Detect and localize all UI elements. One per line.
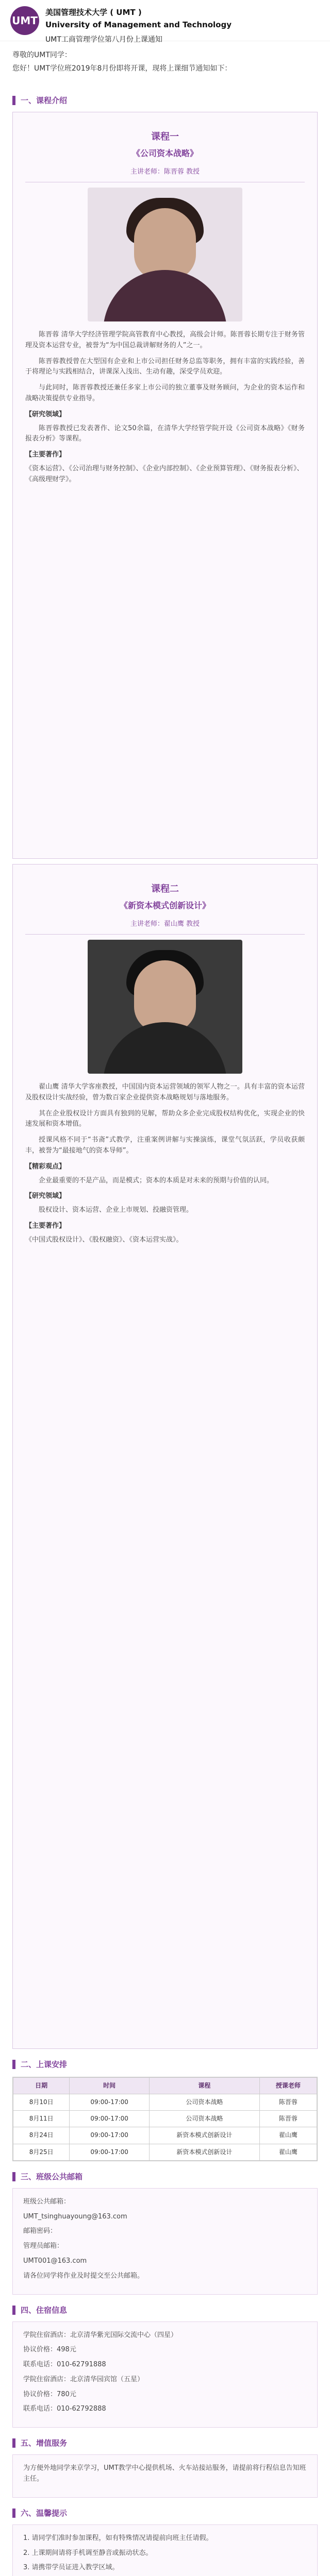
course-one-speaker: 主讲老师：陈晋蓉 教授: [25, 167, 305, 182]
tip-2: 2. 上课期间请将手机调至静音或振动状态。: [23, 2549, 153, 2557]
course-one-books: 《资本运营》、《公司治理与财务控制》、《企业内部控制》、《企业预算管理》、《财务报表分析》、《高级理财学》。: [25, 464, 304, 483]
hotel-1-phone: 联系电话：010-62791888: [23, 2361, 106, 2369]
table-cell: 8月10日: [13, 2094, 70, 2110]
brand-en: University of Management and Technology: [45, 20, 232, 29]
schedule-header: 课程: [150, 2077, 260, 2094]
course-two-panel: [12, 864, 318, 2049]
table-cell: 公司资本战略: [150, 2111, 260, 2127]
course-one-bio-2: 陈晋蓉教授曾在大型国有企业和上市公司担任财务总监等职务，拥有丰富的实践经验，善于将理论与实践相结合，讲课深入浅出、生动有趣，深受学员欢迎。: [25, 357, 305, 376]
table-cell: 09:00-17:00: [70, 2127, 150, 2144]
mail-box: [12, 2188, 318, 2295]
admin-mail-label: 管理员邮箱：: [23, 2242, 64, 2250]
mail-label: 班级公共邮箱：: [23, 2197, 71, 2206]
course-one-research: 陈晋蓉教授已发表著作、论文50余篇，在清华大学经管学院开设《公司资本战略》《财务报表分析》等课程。: [25, 424, 305, 443]
brand-block: [45, 6, 232, 45]
service-text: 为方便外地同学来京学习，UMT教学中心提供机场、火车站接站服务，请提前将行程信息告知班主任。: [23, 2464, 306, 2483]
hotel-2-phone: 联系电话：010-62792888: [23, 2405, 106, 2413]
table-row: [13, 2111, 317, 2127]
course-one-books-label: 【主要著作】: [25, 451, 66, 459]
course-two-research-label: 【研究领域】: [25, 1192, 66, 1200]
intro-line: 您好！UMT学位班2019年8月份即将开课，现将上课细节通知如下：: [12, 64, 232, 73]
admin-mail-address[interactable]: UMT001@163.com: [23, 2257, 87, 2265]
section-title-course: [12, 94, 318, 107]
table-cell: 09:00-17:00: [70, 2094, 150, 2110]
table-cell: 翟山鹰: [259, 2144, 317, 2160]
speaker-photo: [88, 188, 242, 321]
section-bar: [12, 2438, 15, 2448]
schedule-header: 日期: [13, 2077, 70, 2094]
course-two-bio-2: 其在企业股权设计方面具有独到的见解，帮助众多企业完成股权结构优化，实现企业的快速发展和资本增值。: [25, 1109, 305, 1128]
section-title-service: [12, 2437, 318, 2449]
header: [0, 0, 330, 44]
notice-title: UMT工商管理学位第八月份上课通知: [45, 36, 162, 44]
course-two-bio-1: 翟山鹰 清华大学客座教授，中国国内资本运营领域的领军人物之一。具有丰富的资本运营及股权设计实战经验，曾为数百家企业提供资本战略规划与落地服务。: [25, 1082, 305, 1101]
section-title-text: 三、班级公共邮箱: [21, 2172, 83, 2181]
course-two-books-label: 【主要著作】: [25, 1222, 66, 1230]
schedule-header: 时间: [70, 2077, 150, 2094]
mail-address[interactable]: UMT_tsinghuayoung@163.com: [23, 2212, 127, 2221]
course-two-title: 课程二: [151, 883, 179, 894]
tip-3: 3. 请携带学员证进入教学区域。: [23, 2564, 119, 2572]
speaker-photo: [88, 940, 242, 1074]
umt-logo: UMT: [10, 6, 39, 35]
mail-note: 请各位同学将作业及时提交至公共邮箱。: [23, 2272, 144, 2280]
hotel-2-price: 协议价格：780元: [23, 2390, 76, 2398]
table-cell: 8月25日: [13, 2144, 70, 2160]
table-cell: 09:00-17:00: [70, 2144, 150, 2160]
hotel-1-price: 协议价格：498元: [23, 2346, 76, 2354]
section-title-text: 四、住宿信息: [21, 2305, 68, 2315]
table-cell: 09:00-17:00: [70, 2111, 150, 2127]
course-two-bio-3: 授课风格不同于“书斋”式教学，注重案例讲解与实操演练，课堂气氛活跃，学员收获颇丰，被誉为“最接地气的资本导师”。: [25, 1136, 305, 1155]
table-cell: 新资本模式创新设计: [150, 2127, 260, 2144]
course-two-courses-label: 【精彩观点】: [25, 1162, 66, 1171]
table-row: [13, 2094, 317, 2110]
mail-password-label: 邮箱密码：: [23, 2227, 57, 2235]
section-title-mail: [12, 2171, 318, 2183]
section-title-text: 五、增值服务: [21, 2438, 68, 2448]
service-box: [12, 2454, 318, 2498]
table-cell: 陈晋蓉: [259, 2111, 317, 2127]
course-one-bio-3: 与此同时，陈晋蓉教授还兼任多家上市公司的独立董事及财务顾问，为企业的资本运作和战略决策提供专业指导。: [25, 384, 305, 402]
greeting: 尊敬的UMT同学：: [12, 51, 72, 59]
table-cell: 8月11日: [13, 2111, 70, 2127]
intro: [0, 41, 330, 85]
section-title-text: 六、温馨提示: [21, 2508, 68, 2518]
section-title-schedule: [12, 2058, 318, 2071]
section-bar: [12, 2172, 15, 2181]
course-two-books: 《中国式股权设计》、《股权融资》、《资本运营实战》。: [25, 1235, 183, 1244]
section-title-hotel: [12, 2304, 318, 2316]
table-cell: 公司资本战略: [150, 2094, 260, 2110]
table-cell: 8月24日: [13, 2127, 70, 2144]
course-one-title: 课程一: [151, 131, 179, 142]
hotel-1-name: 学院住宿酒店：北京清华紫光国际交流中心（四星）: [23, 2331, 178, 2339]
tips-box: [12, 2524, 318, 2576]
section-title-text: 一、课程介绍: [21, 95, 68, 105]
hotel-box: [12, 2321, 318, 2428]
section-title-tips: [12, 2507, 318, 2519]
course-two-research: 股权设计、资本运营、企业上市规划、投融资管理。: [39, 1206, 193, 1214]
section-bar: [12, 2060, 15, 2069]
table-row: [13, 2144, 317, 2160]
table-cell: 翟山鹰: [259, 2127, 317, 2144]
course-one-bio-1: 陈晋蓉 清华大学经济管理学院高管教育中心教授，高级会计师。陈晋蓉长期专注于财务管理及资本运营专业，被誉为“为中国总裁讲解财务的人”之一。: [25, 330, 305, 349]
table-cell: 新资本模式创新设计: [150, 2144, 260, 2160]
table-cell: 陈晋蓉: [259, 2094, 317, 2110]
course-one-name: 《公司资本战略》: [131, 148, 198, 158]
hotel-2-name: 学院住宿酒店：北京清华园宾馆（五星）: [23, 2375, 144, 2383]
course-one-research-label: 【研究领域】: [25, 410, 66, 418]
schedule-table: [12, 2077, 318, 2161]
course-one-panel: [12, 112, 318, 859]
schedule-header: 授课老师: [259, 2077, 317, 2094]
course-two-name: 《新资本模式创新设计》: [119, 900, 210, 910]
section-bar: [12, 96, 15, 105]
section-bar: [12, 2509, 15, 2518]
table-row: [13, 2127, 317, 2144]
section-title-text: 二、上课安排: [21, 2059, 68, 2069]
course-two-courses: 企业最重要的不是产品，而是模式；资本的本质是对未来的预期与价值的认同。: [39, 1176, 274, 1184]
course-two-speaker: 主讲老师：翟山鹰 教授: [25, 919, 305, 935]
section-bar: [12, 2306, 15, 2315]
brand-cn: 美国管理技术大学 ( UMT ): [45, 8, 142, 17]
tip-1: 1. 请同学们准时参加课程，如有特殊情况请提前向班主任请假。: [23, 2534, 213, 2542]
